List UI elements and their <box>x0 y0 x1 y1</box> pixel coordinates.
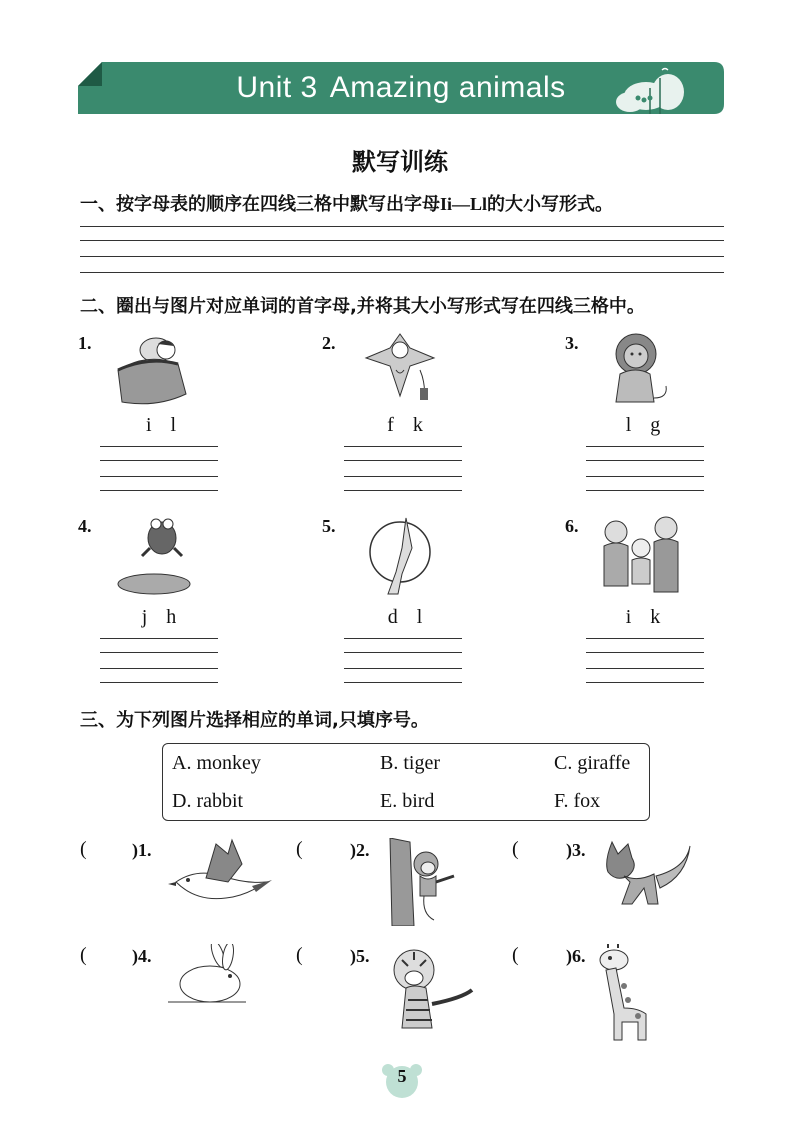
section3-heading: 三、为下列图片选择相应的单词,只填序号。 <box>80 710 429 731</box>
fox-icon <box>598 836 694 916</box>
giraffe-icon <box>594 942 664 1042</box>
letter-choices[interactable]: i l <box>145 414 177 436</box>
letter-choices[interactable]: j h <box>141 606 177 628</box>
letter-choices[interactable]: l g <box>625 414 661 436</box>
answer-blank-open[interactable]: ( <box>296 838 303 860</box>
writing-lines[interactable] <box>344 638 462 684</box>
writing-lines[interactable] <box>344 446 462 492</box>
frog-jumping-icon <box>110 512 200 600</box>
tiger-icon <box>384 944 480 1036</box>
unit-title <box>78 62 724 114</box>
option-c: C. giraffe <box>554 752 631 774</box>
answer-blank-open[interactable]: ( <box>512 838 519 860</box>
option-e: E. bird <box>380 790 435 812</box>
writing-lines-section1[interactable] <box>80 226 724 274</box>
question-number: )5. <box>350 946 370 966</box>
kite-icon <box>360 330 440 410</box>
item-number: 5. <box>322 516 336 536</box>
worksheet-title: 默写训练 <box>352 148 448 176</box>
letter-choices[interactable]: d l <box>387 606 423 628</box>
item-number: 3. <box>565 333 579 353</box>
option-a: A. monkey <box>172 752 261 774</box>
question-number: )3. <box>566 840 586 860</box>
writing-lines[interactable] <box>100 638 218 684</box>
unit-label: Unit 3 <box>236 71 318 104</box>
rabbit-icon <box>164 944 250 1006</box>
item-number: 6. <box>565 516 579 536</box>
monkey-icon <box>384 838 464 926</box>
writing-lines[interactable] <box>100 446 218 492</box>
question-number: )4. <box>132 946 152 966</box>
child-sleeping-in-bed-icon <box>108 330 198 412</box>
question-number: )2. <box>350 840 370 860</box>
family-icon <box>596 512 688 602</box>
option-d: D. rabbit <box>172 790 244 812</box>
answer-blank-open[interactable]: ( <box>512 944 519 966</box>
option-f: F. fox <box>554 790 601 812</box>
question-number: )6. <box>566 946 586 966</box>
answer-blank-open[interactable]: ( <box>80 944 87 966</box>
item-number: 4. <box>78 516 92 536</box>
answer-blank-open[interactable]: ( <box>296 944 303 966</box>
item-number: 2. <box>322 333 336 353</box>
unit-name: Amazing animals <box>329 71 566 104</box>
lion-icon <box>604 330 674 410</box>
answer-blank-open[interactable]: ( <box>80 838 87 860</box>
section1-heading: 一、按字母表的顺序在四线三格中默写出字母Ii—Ll的大小写形式。 <box>80 194 614 215</box>
question-number: )1. <box>132 840 152 860</box>
letter-choices[interactable]: f k <box>387 414 423 436</box>
leg-icon <box>366 512 436 602</box>
bird-icon <box>166 838 274 914</box>
item-number: 1. <box>78 333 92 353</box>
page-number: 5 <box>397 1066 407 1086</box>
section2-heading: 二、圈出与图片对应单词的首字母,并将其大小写形式写在四线三格中。 <box>80 296 645 317</box>
letter-choices[interactable]: i k <box>625 606 661 628</box>
writing-lines[interactable] <box>586 446 704 492</box>
option-b: B. tiger <box>380 752 440 774</box>
writing-lines[interactable] <box>586 638 704 684</box>
